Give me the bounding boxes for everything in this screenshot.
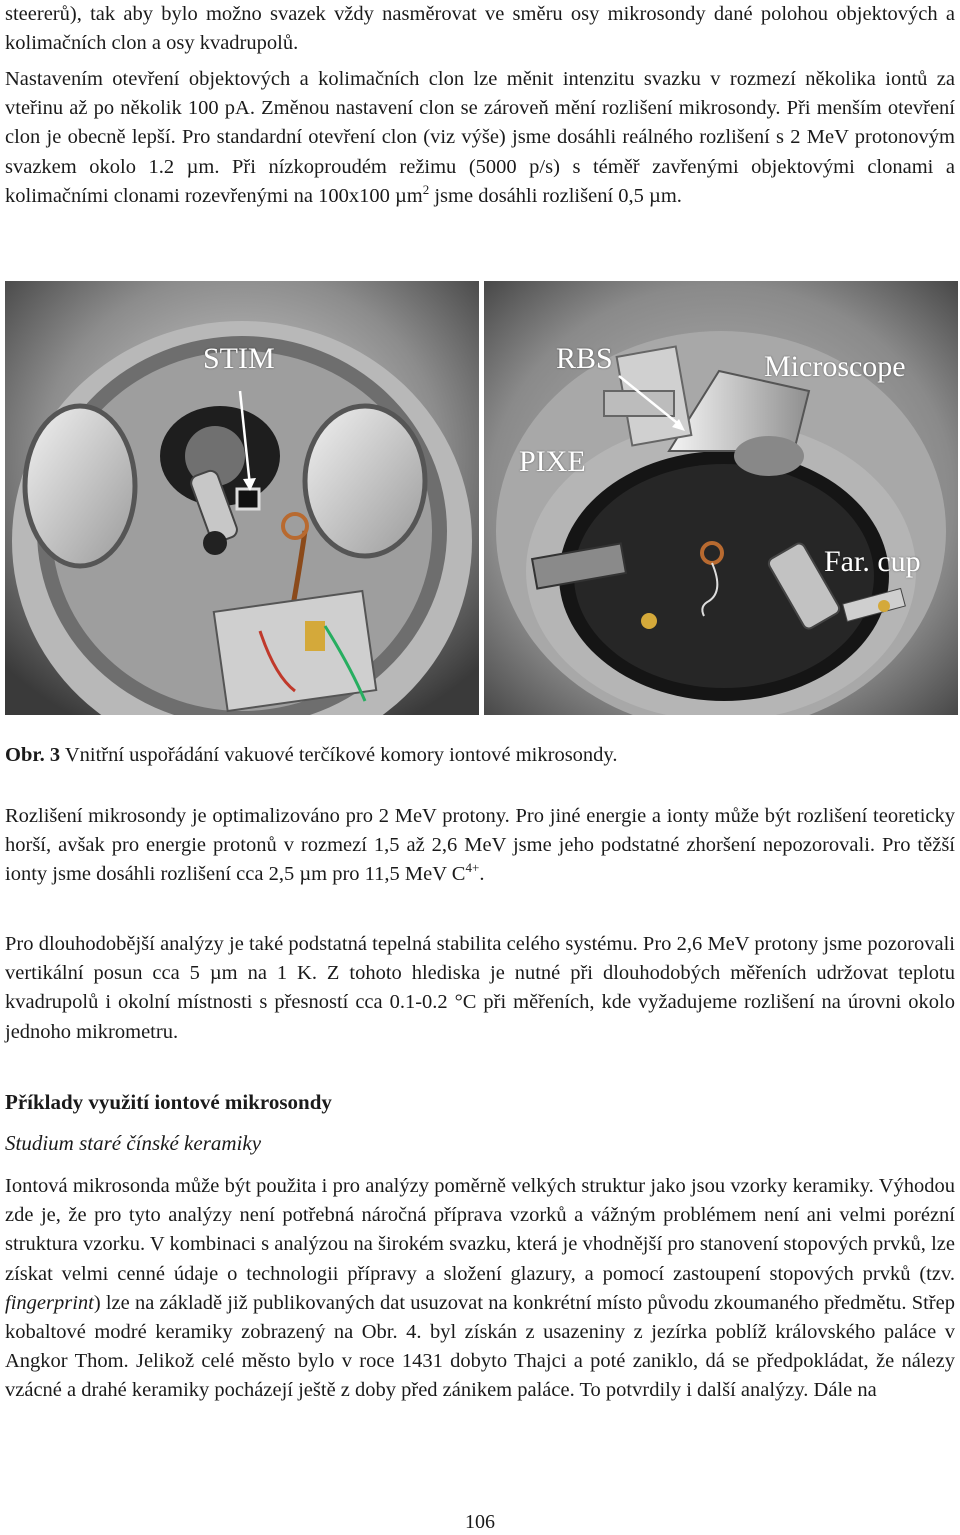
- paragraph-resolution-tail: .: [479, 863, 485, 886]
- paragraph-intro: steererů), tak aby bylo možno svazek vždy nasměrovat ve směru osy mikrosondy dané polohou objektových a kolimačních clon a osy kvadrupolů.: [5, 3, 955, 55]
- section-subheading: Studium staré čínské keramiky: [5, 1131, 262, 1155]
- label-microscope: Microscope: [764, 350, 906, 383]
- paragraph-aperture-settings: [5, 65, 955, 211]
- photo-chamber-left: [5, 281, 479, 715]
- paragraph-aperture-tail: jsme dosáhli rozlišení 0,5 µm.: [429, 184, 682, 207]
- paragraph-ceramics-fingerprint: fingerprint: [5, 1291, 94, 1314]
- paragraph-ceramics: [5, 1172, 955, 1406]
- superscript-charge: 4+: [465, 860, 480, 876]
- section-heading: Příklady využití iontové mikrosondy: [5, 1090, 332, 1114]
- paragraph-ceramics-tail: ) lze na základě již publikovaných dat usuzovat na konkrétní místo původu zkoumaného předmětu. Střep kobaltové modré keramiky zobrazený na Obr. 4. byl získán z usazeniny z jezírka poblíž královského paláce v Angkor Thom. Jelikož celé město bylo v roce 1431 dobyto Thajci a poté zaniklo, dá se předpokládat, že nálezy vzácné a drahé keramiky pocházejí ještě z doby před zánikem paláce. To potvrdily i další analýzy. Dále na: [5, 1291, 955, 1402]
- label-rbs: RBS: [556, 342, 613, 375]
- figure-caption: [5, 744, 617, 767]
- paragraph-thermal-stability: Pro dlouhodobější analýzy je také podstatná tepelná stabilita celého systému. Pro 2,6 MeV protony jsme pozorovali vertikální posun cca 5 µm na 1 K. Z tohoto hlediska je nutné při dlouhodobých měřeních udržovat teplotu kvadrupolů i okolní místnosti s přesností cca 0.1-0.2 °C při měřeních, kde vyžadujeme rozlišení na úrovni okolo jednoho mikrometru.: [5, 933, 955, 1043]
- page-number: 106: [465, 1511, 495, 1533]
- superscript-square: 2: [422, 181, 430, 197]
- paragraph-resolution-text: Rozlišení mikrosondy je optimalizováno pro 2 MeV protony. Pro jiné energie a ionty může být rozlišení teoreticky horší, avšak pro energie protonů v rozmezí 1,5 až 2,6 MeV jsme jeho podstatné zhoršení nepozorovali. Pro těžší ionty jsme dosáhli rozlišení cca 2,5 µm pro 11,5 MeV C: [5, 805, 955, 886]
- paragraph-aperture-text: Nastavením otevření objektových a kolimačních clon lze měnit intenzitu svazku v rozmezí několika iontů za vteřinu až po několik 100 pA. Změnou nastavení clon se zároveň mění rozlišení mikrosondy. Při menším otevření clon je obecně lepší. Pro standardní otevření clon (viz výše) jsme dosáhli reálného rozlišení s 2 MeV protonovým svazkem okolo 1.2 µm. Při nízkoproudém režimu (5000 p/s) s téměř zavřenými objektovými clonami a kolimačními clonami rozevřenými na 100x100 µm: [5, 68, 955, 207]
- label-far-cup: Far. cup: [824, 545, 921, 578]
- paragraph-resolution: [5, 802, 955, 890]
- label-stim: STIM: [203, 342, 275, 375]
- figure-caption-text: Vnitřní uspořádání vakuové terčíkové komory iontové mikrosondy.: [60, 744, 618, 766]
- label-pixe: PIXE: [519, 445, 586, 478]
- paragraph-ceramics-text: Iontová mikrosonda může být použita i pro analýzy poměrně velkých struktur jako jsou vzorky keramiky. Výhodou zde je, že pro tyto analýzy není potřebná náročná příprava vzorků a vážným problémem není ani velmi porézní struktura vzorku. V kombinaci s analýzou na širokém svazku, která je vhodnější pro stanovení stopových prvků, lze získat velmi cenné údaje o technologii přípravy a složení glazury, a pomocí zastoupení stopových prvků (tzv.: [5, 1175, 955, 1285]
- figure-caption-number: Obr. 3: [5, 744, 61, 766]
- photo-chamber-right: [484, 281, 958, 715]
